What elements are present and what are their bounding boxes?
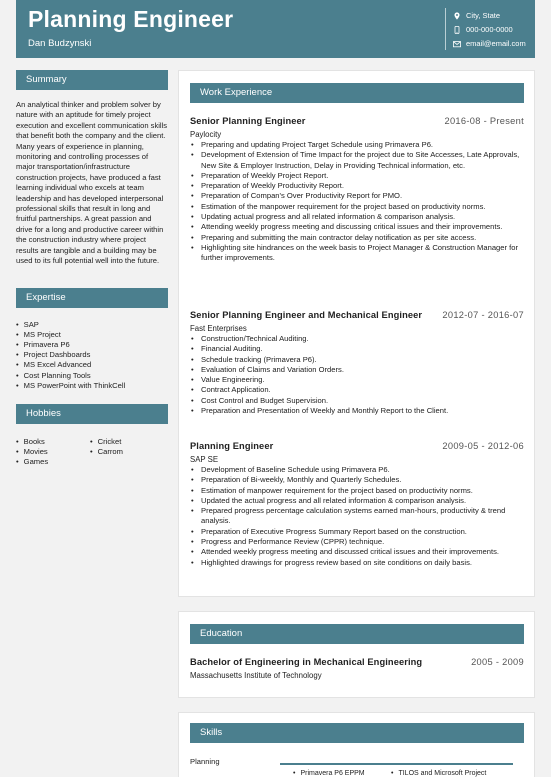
hobbies-column-2 <box>90 437 164 468</box>
contact-phone <box>453 23 526 37</box>
list-item: • Preparation of Weekly Project Report. <box>190 171 524 181</box>
list-item: • Value Engineering. <box>190 375 524 385</box>
list-item: • SAP <box>16 320 168 330</box>
job-bullets <box>190 334 524 416</box>
email-icon <box>453 40 461 48</box>
list-item: • Prepared progress percentage calculation systems earned man-hours, productivity & trend analysis. <box>190 506 524 527</box>
skill-label: Planning <box>190 757 220 766</box>
job-title: Senior Planning Engineer <box>190 116 306 126</box>
list-item: • Contract Application. <box>190 385 524 395</box>
expertise-heading: Expertise <box>16 288 168 308</box>
job-date: 2016-08 - Present <box>444 116 524 126</box>
list-item: • Financial Auditing. <box>190 344 524 354</box>
degree-title: Bachelor of Engineering in Mechanical Engineering <box>190 657 423 667</box>
contact-location <box>453 9 526 23</box>
summary-heading: Summary <box>16 70 168 90</box>
skills-heading: Skills <box>190 723 524 743</box>
education-date: 2005 - 2009 <box>471 657 524 667</box>
list-item: • Estimation of manpower requirement for the project based on productivity norms. <box>190 486 524 496</box>
contact-phone-text: 000-000-0000 <box>466 25 513 34</box>
job-entry <box>190 310 524 416</box>
left-column <box>16 70 168 468</box>
header-divider <box>445 8 446 50</box>
location-icon <box>453 12 461 20</box>
job-date: 2009-05 - 2012-06 <box>442 441 524 451</box>
contact-email-text[interactable]: email@email.com <box>466 39 526 48</box>
list-item: • Preparation and Presentation of Weekly and Monthly Report to the Client. <box>190 406 524 416</box>
skill-item: • Primavera P6 EPPM <box>293 770 391 777</box>
resume-title: Planning Engineer <box>28 6 234 32</box>
work-experience-card <box>178 70 535 597</box>
list-item: • Updating actual progress and all related information & comparison analysis. <box>190 212 524 222</box>
list-item: • Cost Planning Tools <box>16 371 168 381</box>
job-date: 2012-07 - 2016-07 <box>442 310 524 320</box>
skill-item: • TILOS and Microsoft Project <box>391 770 489 777</box>
list-item: • Estimation of the manpower requirement for the project based on productivity norms. <box>190 202 524 212</box>
expertise-list <box>16 320 168 391</box>
work-experience-heading: Work Experience <box>190 83 524 103</box>
list-item: • Progress and Performance Review (CPPR) technique. <box>190 537 524 547</box>
list-item: • Carrom <box>90 447 164 457</box>
education-heading: Education <box>190 624 524 644</box>
hobbies-column-1 <box>16 437 90 468</box>
summary-text: An analytical thinker and problem solver by nature with an aptitude for timely project execution and excellent communication skills that benefit both the company and the client. Many years of experience in planning, monitoring and controlling processes of major transportation/infrastructure construction projects, have produced a fast learning individual who excels at team leadership and has developed interpersonal professional skills that result in long and fruitful partnerships. A great passion and drive for a long and productive career within the construction industry where project results are tangible and a building may be used to its full potential well into the future. <box>16 100 168 266</box>
list-item: • Preparation of Weekly Productivity Report. <box>190 181 524 191</box>
list-item: • Cricket <box>90 437 164 447</box>
person-name: Dan Budzynski <box>28 38 92 49</box>
list-item: • Schedule tracking (Primavera P6). <box>190 355 524 365</box>
hobbies-list <box>16 437 168 468</box>
list-item: • Preparing and submitting the main contractor delay notification as per site access. <box>190 233 524 243</box>
phone-icon <box>453 26 461 34</box>
list-item: • Preparation of Bi-weekly, Monthly and Quarterly Schedules. <box>190 475 524 485</box>
skill-items <box>293 770 489 777</box>
job-header <box>190 116 524 126</box>
job-header <box>190 310 524 320</box>
list-item: • Construction/Technical Auditing. <box>190 334 524 344</box>
contact-list <box>453 9 526 51</box>
job-title: Planning Engineer <box>190 441 274 451</box>
skill-level-bar <box>280 763 513 765</box>
skills-card <box>178 712 535 777</box>
list-item: • Evaluation of Claims and Variation Orders. <box>190 365 524 375</box>
list-item: • Updated the actual progress and all related information & comparison analysis. <box>190 496 524 506</box>
education-entry <box>190 657 524 680</box>
list-item: • Games <box>16 457 90 467</box>
job-bullets <box>190 140 524 264</box>
list-item: • Primavera P6 <box>16 340 168 350</box>
company-name: Paylocity <box>190 130 222 139</box>
list-item: • Books <box>16 437 90 447</box>
list-item: • Preparation of Compan's Over Productivity Report for PMO. <box>190 191 524 201</box>
job-entry <box>190 441 524 568</box>
job-entry <box>190 116 524 264</box>
contact-email[interactable] <box>453 37 526 51</box>
school-name: Massachusetts Institute of Technology <box>190 671 322 680</box>
company-name: SAP SE <box>190 455 219 464</box>
job-title: Senior Planning Engineer and Mechanical Engineer <box>190 310 423 320</box>
list-item: • Cost Control and Budget Supervision. <box>190 396 524 406</box>
list-item: • Highlighted drawings for progress review based on site conditions on daily basis. <box>190 558 524 568</box>
list-item: • Development of Baseline Schedule using Primavera P6. <box>190 465 524 475</box>
list-item: • Attending weekly progress meeting and discussing critical issues and their improvements. <box>190 222 524 232</box>
education-header <box>190 657 524 667</box>
job-bullets <box>190 465 524 568</box>
job-header <box>190 441 524 451</box>
hobbies-heading: Hobbies <box>16 404 168 424</box>
list-item: • Preparing and updating Project Target Schedule using Primavera P6. <box>190 140 524 150</box>
list-item: • Preparation of Executive Progress Summary Report based on the construction. <box>190 527 524 537</box>
contact-location-text: City, State <box>466 11 501 20</box>
list-item: • MS Excel Advanced <box>16 360 168 370</box>
list-item: • Movies <box>16 447 90 457</box>
company-name: Fast Enterprises <box>190 324 247 333</box>
list-item: • MS Project <box>16 330 168 340</box>
list-item: • MS PowerPoint with ThinkCell <box>16 381 168 391</box>
list-item: • Highlighting site hindrances on the week basis to Project Manager & Construction Manager for further improvements. <box>190 243 524 264</box>
list-item: • Development of Extension of Time Impact for the project due to Site Accesses, Late Approvals, New Site & Employer Instruction, Delay in Providing Technical information, etc. <box>190 150 524 171</box>
education-card <box>178 611 535 698</box>
list-item: • Attended weekly progress meeting and discussed critical issues and their improvements. <box>190 547 524 557</box>
list-item: • Project Dashboards <box>16 350 168 360</box>
resume-header <box>16 0 535 58</box>
